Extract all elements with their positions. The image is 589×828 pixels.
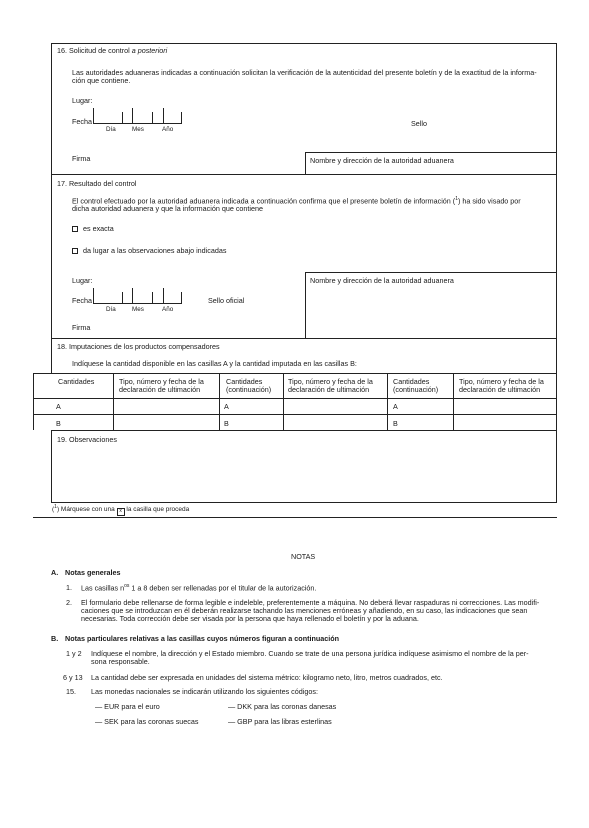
section-19-title: 19. Observaciones	[57, 435, 117, 444]
row-b-label: B	[393, 419, 398, 428]
date-label: Fecha	[72, 296, 92, 305]
note-a2-line2: caciones que se introduzcan en él deberán realizarse tachando las menciones erróneas y añadiendo, en su caso, las indicaciones que sean	[81, 606, 528, 615]
day-label: Día	[106, 126, 116, 133]
section-17-title: 17. Resultado del control	[57, 179, 137, 188]
place-label: Lugar:	[72, 96, 93, 105]
col-header-quantities-cont-1a: Cantidades	[226, 377, 263, 386]
note-a1-number: 1.	[66, 583, 72, 592]
section-17-intro-line1: El control efectuado por la autoridad aduanera indicada a continuación confirma que el presente boletín de información ($^1$) ha sido visado por	[72, 196, 521, 206]
stamp-label: Sello	[411, 119, 427, 128]
exact-label: es exacta	[83, 224, 114, 233]
row-a-label: A	[56, 402, 61, 411]
authority-name-label: Nombre y dirección de la autoridad aduanera	[310, 156, 454, 165]
month-label: Mes	[132, 306, 144, 313]
exact-checkbox[interactable]	[72, 226, 78, 232]
observations-option-label: da lugar a las observaciones abajo indicadas	[83, 246, 227, 255]
col-header-declaration-3a: Tipo, número y fecha de la	[459, 377, 544, 386]
section-18-title: 18. Imputaciones de los productos compensadores	[57, 342, 220, 351]
notes-b-title: Notas particulares relativas a las casillas cuyos números figuran a continuación	[65, 634, 340, 643]
section-16-intro-line1: Las autoridades aduaneras indicadas a continuación solicitan la verificación de la autenticidad del presente boletín y de la exactitud de la informa-	[72, 68, 537, 77]
notes-title: NOTAS	[291, 552, 316, 561]
col-header-quantities-cont-2b: (continuación)	[393, 385, 439, 394]
col-header-quantities-cont-2a: Cantidades	[393, 377, 430, 386]
note-b3-line1: Las monedas nacionales se indicarán utilizando los siguientes códigos:	[91, 687, 318, 696]
col-header-declaration-3b: declaración de ultimación	[459, 385, 541, 394]
currency-eur: — EUR para el euro	[95, 702, 160, 711]
col-header-quantities: Cantidades	[58, 377, 95, 386]
currency-sek: — SEK para las coronas suecas	[95, 717, 199, 726]
row-a-label: A	[393, 402, 398, 411]
col-header-declaration-2a: Tipo, número y fecha de la	[288, 377, 373, 386]
notes-a-title: Notas generales	[65, 568, 121, 577]
place-label: Lugar:	[72, 276, 93, 285]
notes-b-letter: B.	[51, 634, 59, 643]
col-header-quantities-cont-1b: (continuación)	[226, 385, 272, 394]
note-b1-number: 1 y 2	[66, 649, 82, 658]
date-field[interactable]	[93, 108, 181, 124]
col-header-declaration-2b: declaración de ultimación	[288, 385, 370, 394]
currency-gbp: — GBP para las libras esterlinas	[228, 717, 332, 726]
currency-dkk: — DKK para las coronas danesas	[228, 702, 337, 711]
day-label: Día	[106, 306, 116, 313]
year-label: Año	[162, 306, 174, 313]
note-a1-text: Las casillas $n^{os}$ 1 a 8 deben ser rellenadas por el titular de la autorización.	[81, 583, 317, 593]
footnote: ($^1$) Márquese con una x la casilla que proceda	[52, 504, 190, 515]
note-b1-line1: Indíquese el nombre, la dirección y el Estado miembro. Cuando se trate de una persona jurídica indíquese asimismo el nombre de la per-	[91, 649, 529, 658]
note-b2-number: 6 y 13	[63, 673, 83, 682]
note-a2-line3: necesarias. Toda corrección debe ser visada por la persona que haya rellenado el boletín y por la aduana.	[81, 614, 419, 623]
authority-name-label: Nombre y dirección de la autoridad aduanera	[310, 276, 454, 285]
signature-label: Firma	[72, 323, 91, 332]
date-field[interactable]	[93, 288, 181, 304]
date-label: Fecha	[72, 117, 92, 126]
section-17-intro-line2: dicha autoridad aduanera y que la información que contiene	[72, 204, 264, 213]
observations-checkbox[interactable]	[72, 248, 78, 254]
year-label: Año	[162, 126, 174, 133]
row-b-label: B	[56, 419, 61, 428]
col-header-declaration-1b: declaración de ultimación	[119, 385, 201, 394]
note-a2-number: 2.	[66, 598, 72, 607]
section-16-title: 16. Solicitud de control a posteriori	[57, 46, 168, 55]
col-header-declaration-1a: Tipo, número y fecha de la	[119, 377, 204, 386]
section-18-intro: Indíquese la cantidad disponible en las casillas A y la cantidad imputada en las casillas B:	[72, 359, 357, 368]
official-stamp-label: Sello oficial	[208, 296, 245, 305]
section-16-intro-line2: ción que contiene.	[72, 76, 131, 85]
note-b2-line1: La cantidad debe ser expresada en unidades del sistema métrico: kilogramo neto, litro, metros cuadrados, etc.	[91, 673, 443, 682]
note-a2-line1: El formulario debe rellenarse de forma legible e indeleble, preferentemente a máquina. No deberá llevar raspaduras ni correcciones. Las modifi-	[81, 598, 540, 607]
checkbox-mark-icon: x	[117, 508, 125, 516]
note-b1-line2: sona responsable.	[91, 657, 150, 666]
row-a-label: A	[224, 402, 229, 411]
note-b3-number: 15.	[66, 687, 76, 696]
signature-label: Firma	[72, 154, 91, 163]
row-b-label: B	[224, 419, 229, 428]
notes-a-letter: A.	[51, 568, 59, 577]
month-label: Mes	[132, 126, 144, 133]
